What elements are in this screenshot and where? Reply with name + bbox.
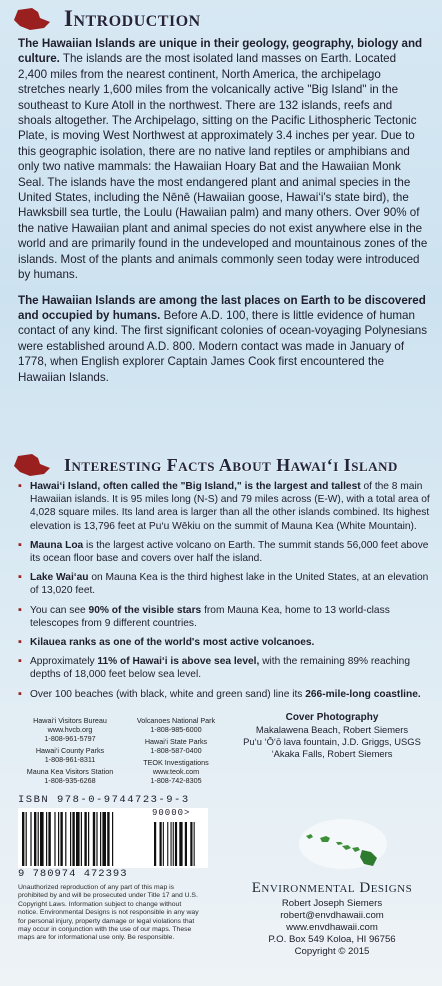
- brand-address: P.O. Box 549 Koloa, HI 96756: [268, 934, 396, 945]
- fact-item: ▪ Kilauea ranks as one of the world's most active volcanoes.: [18, 636, 430, 649]
- intro-heading: Introduction: [64, 6, 201, 31]
- cover-credit: Pu‘u ‘Ō‘ō lava fountain, J.D. Griggs, USGS: [243, 736, 421, 747]
- contact-entry: Hawai‘i Visitors Bureau www.hvcb.org 1-808-961-5797: [33, 716, 107, 743]
- contact-entry: Hawai‘i County Parks 1-808-961-8311: [35, 746, 105, 764]
- fact-item: ▪ Lake Wai‘au on Mauna Kea is the third highest lake in the United States, at an elevation of 13,020 feet.: [18, 571, 430, 597]
- hawaii-island-icon: [8, 6, 56, 32]
- facts-heading: Interesting Facts About Hawai‘i Island: [64, 454, 398, 475]
- barcode-number: 9 780974 472393: [18, 868, 128, 880]
- brand-name: Environmental Designs: [251, 880, 413, 896]
- intro-header: [8, 6, 201, 32]
- intro-body-1: The islands are the most isolated land masses on Earth. Located 2,400 miles from the nearest continent, North America, the archipelago stretches nearly 1,600 miles from the volcanically active "Big Island" in the southeast to Kure Atoll in the northwest. There are 132 islands, reefs and shoals altogether. The Archipelago, sitting on the Pacific Lithospheric Tectonic Plate, is moving West Northwest at approximately 3.4 inches per year. Due to this geographic isolation, there are no native land reptiles or amphibians and only two native mammals: the Hawaiian Hoary Bat and the Hawaiian Monk Seal. The islands have the most endangered plant and animal species in the United States, including the Nēnē (Hawaiian goose, Hawai‘i's state bird), the Hawksbill sea turtle, the Loulu (Hawaiian palm) and many others. Over 90% of the native Hawaiian plant and animal species do not exist anywhere else in the world and are primarily found in the undeveloped and mountainous zones of the islands. Most of the plants and animals commonly seen today were introduced by humans.: [18, 52, 428, 282]
- intro-body: [18, 36, 428, 385]
- facts-list: [18, 480, 430, 707]
- contacts-right: [124, 716, 228, 788]
- hawaii-island-icon: [8, 452, 56, 478]
- brand-email: robert@envdhawaii.com: [280, 910, 384, 921]
- intro-body-2: Before A.D. 100, there is little evidence of human contact of any kind. The first significant colonies of ocean-voyaging Polynesians were established around A.D. 800. Modern contact was made in January of 1778, when English explorer Captain James Cook first encountered the Hawaiian Islands.: [18, 308, 428, 384]
- brand-copyright: Copyright © 2015: [294, 946, 370, 957]
- contact-entry: TEOK Investigations www.teok.com 1-808-742-8305: [143, 758, 209, 785]
- facts-header: [8, 452, 398, 478]
- contact-entry: Mauna Kea Visitors Station 1-808-935-6268: [26, 767, 114, 785]
- contact-entry: Hawai‘i State Parks 1-808-587-0400: [144, 737, 208, 755]
- contact-entry: Volcanoes National Park 1-808-985-6000: [136, 716, 216, 734]
- intro-lead-2: The Hawaiian Islands are among the last places on Earth to be discovered and occupied by humans.: [18, 293, 426, 322]
- brand-web: www.envdhawaii.com: [286, 922, 378, 933]
- isbn-label: ISBN 978-0-9744723-9-3: [18, 794, 190, 806]
- fact-item: ▪ Approximately 11% of Hawai‘i is above sea level, with the remaining 89% reaching depths of 18,000 feet below sea level.: [18, 655, 430, 681]
- cover-title: Cover Photography: [285, 712, 379, 723]
- fact-item: ▪ Mauna Loa is the largest active volcano on Earth. The summit stands 56,000 feet above its ocean floor base and covers over half the island.: [18, 539, 430, 565]
- brand-owner: Robert Joseph Siemers: [281, 898, 383, 909]
- intro-paragraph-2: [18, 293, 428, 385]
- disclaimer: Unauthorized reproduction of any part of this map is prohibited by and will be prosecuted under Title 17 and U.S. Copyright Laws. Information subject to change without notice. Environmental Designs is not responsible in any way for personal injury, property damage or legal violations that may occur in conjunction with the use of our maps. These maps are for informational use only. Be responsible.: [18, 884, 199, 942]
- cover-credit: Makalawena Beach, Robert Siemers: [255, 724, 409, 735]
- hawaiian-islands-logo: [298, 818, 388, 870]
- contacts-left: [18, 716, 122, 788]
- fact-item: ▪ You can see 90% of the visible stars from Mauna Kea, home to 13 world-class telescopes from 9 different countries.: [18, 604, 430, 630]
- intro-lead-1: The Hawaiian Islands are unique in their geology, geography, biology and culture.: [18, 37, 423, 66]
- cover-credit: ‘Akaka Falls, Robert Siemers: [271, 748, 393, 759]
- fact-item: ▪ Hawai‘i Island, often called the "Big Island," is the largest and tallest of the 8 main Hawaiian islands. It is 95 miles long (N-S) and 79 miles across (E-W), with a total area of 4,028 square miles. Its land area is larger than all the other islands combined. Its highest elevation is 13,796 feet at Pu‘u Wēkiu on the summit of Mauna Kea (White Mountain).: [18, 480, 430, 533]
- intro-paragraph-1: [18, 36, 428, 283]
- barcode-addon: 90000>: [152, 808, 191, 818]
- cover-photography: [232, 712, 432, 760]
- fact-item: ▪ Over 100 beaches (with black, white and green sand) line its 266-mile-long coastline.: [18, 688, 430, 701]
- brand-info: [230, 898, 434, 958]
